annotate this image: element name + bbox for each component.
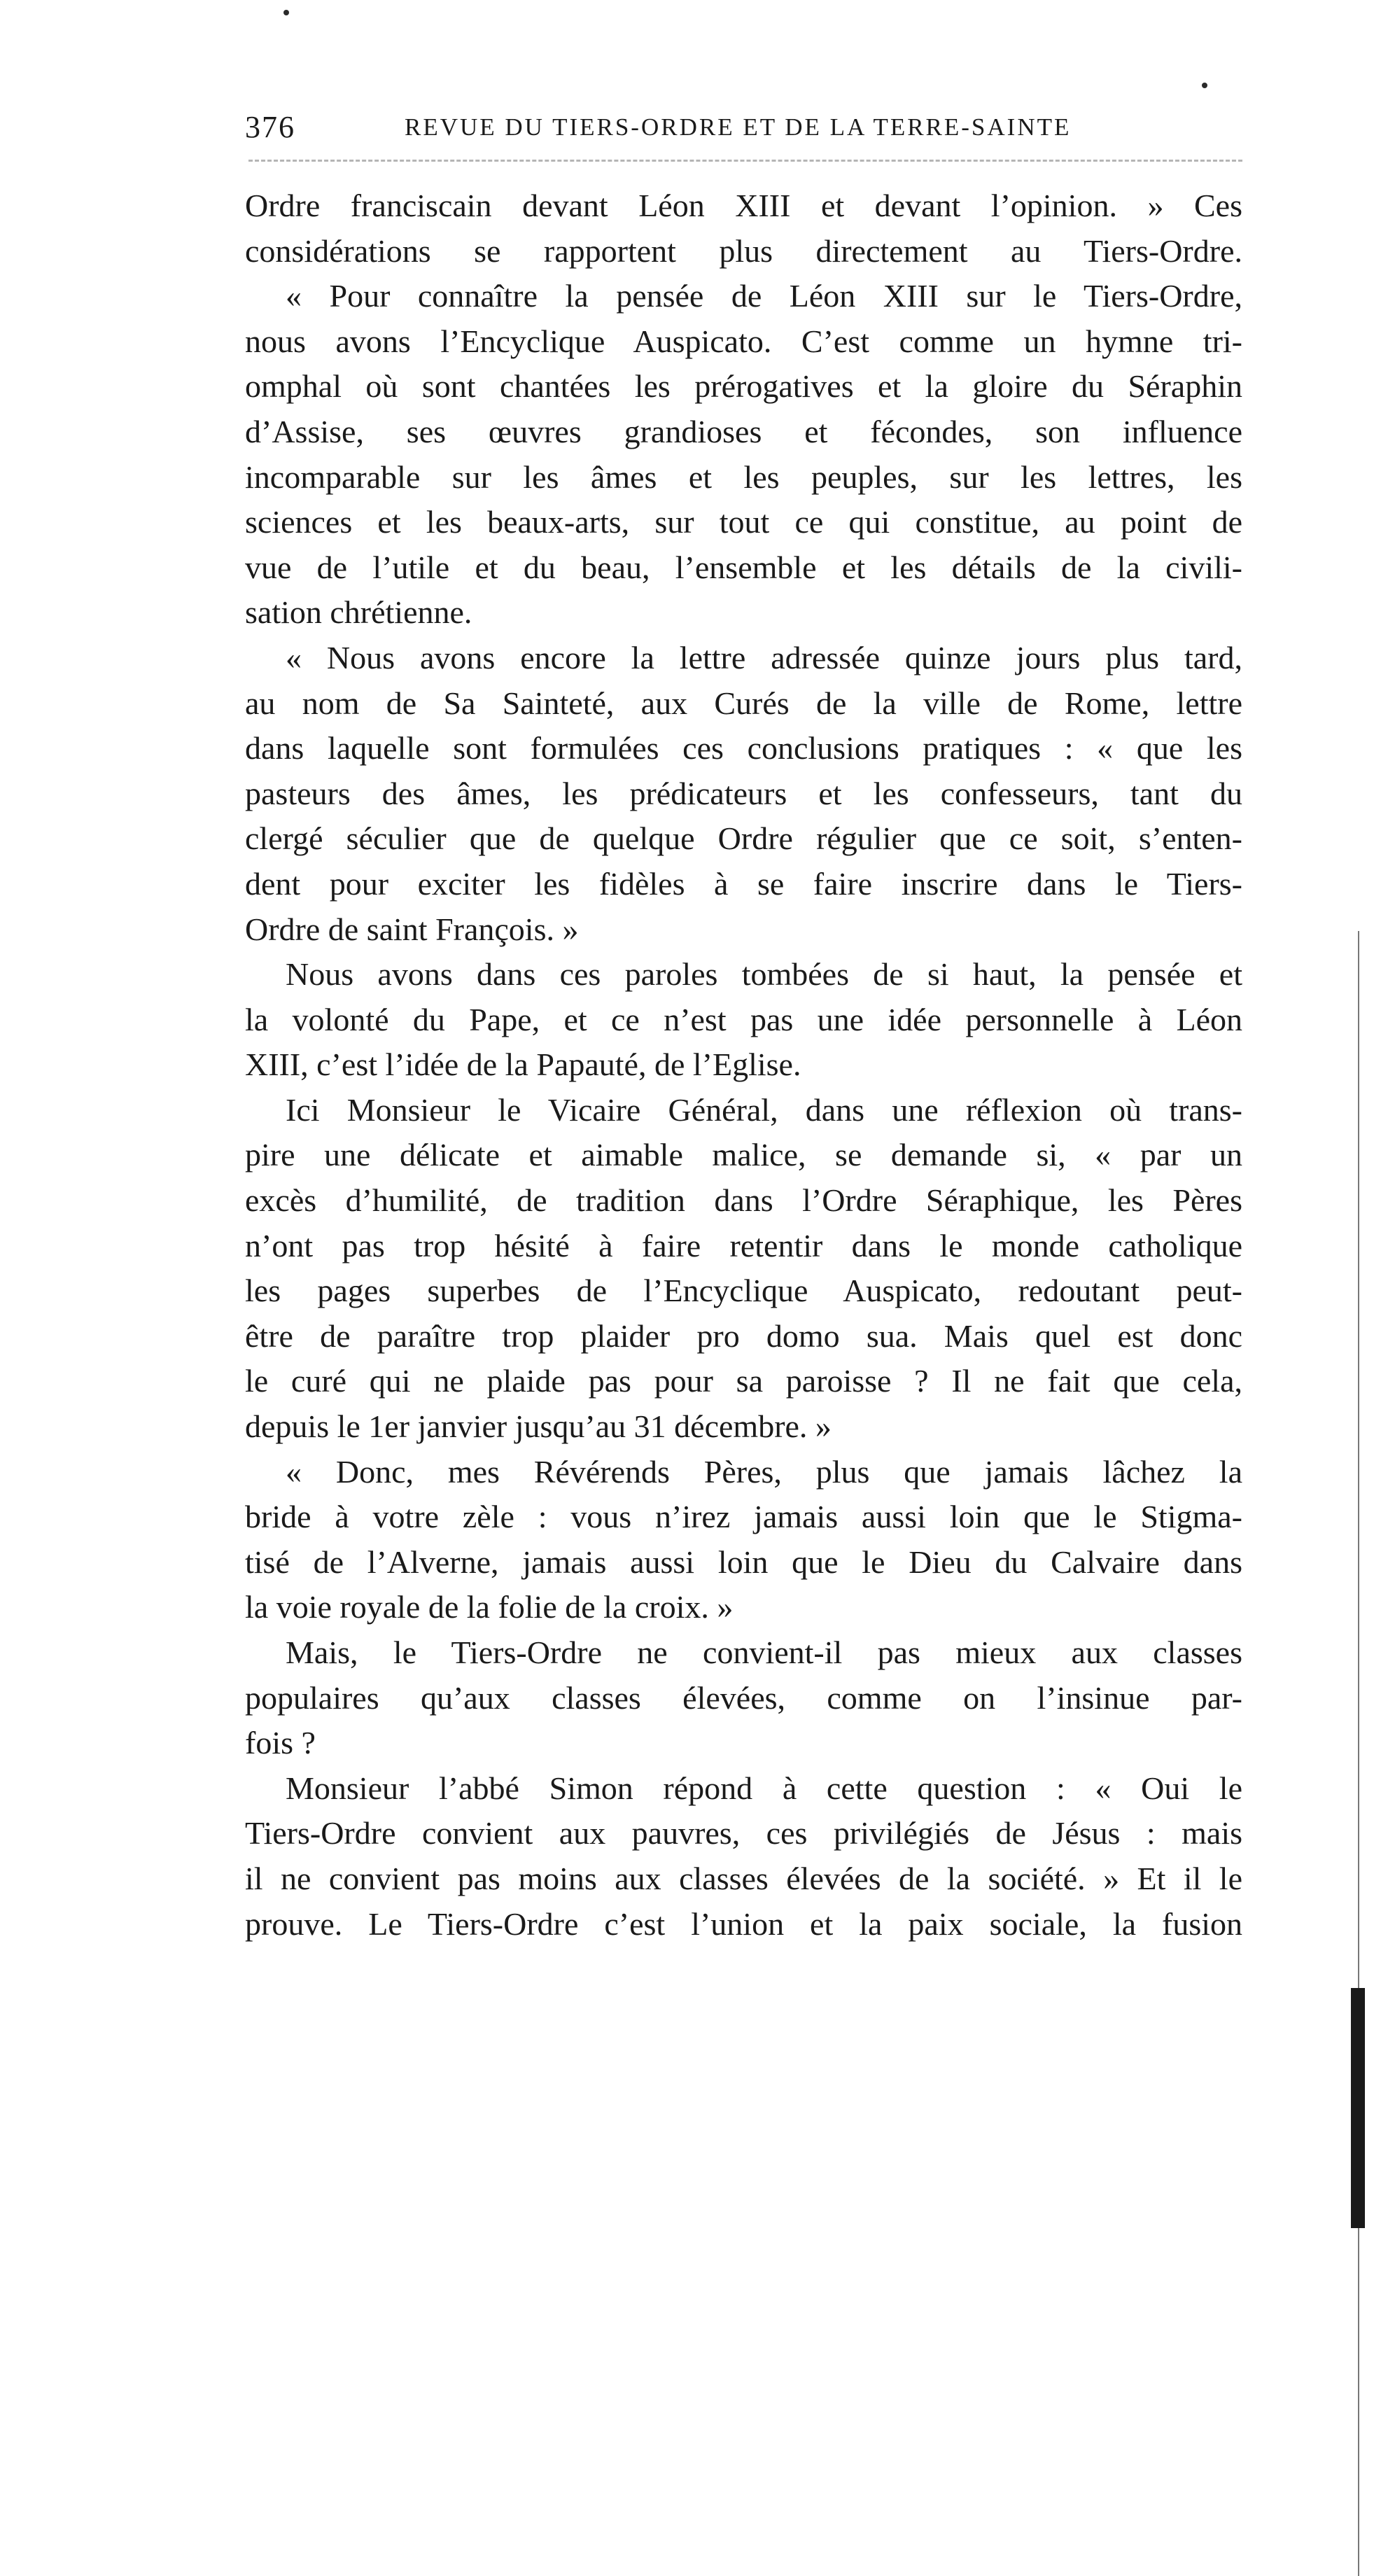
text-line: pasteurs des âmes, les prédicateurs et les confesseurs, tant du (245, 775, 1242, 811)
text-line: excès d’humilité, de tradition dans l’Ordre Séraphique, les Pères (245, 1182, 1242, 1219)
text-line: dans laquelle sont formulées ces conclusions pratiques : « que les (245, 730, 1242, 766)
text-line: sation chrétienne. (245, 594, 472, 631)
header-rule (248, 160, 1242, 162)
text-line: la volonté du Pape, et ce n’est pas une idée personnelle à Léon (245, 1001, 1242, 1037)
text-line: prouve. Le Tiers-Ordre c’est l’union et la paix sociale, la fusion (245, 1905, 1242, 1942)
text-line: considérations se rapportent plus directement au Tiers-Ordre. (245, 232, 1242, 269)
text-line: Ordre de saint François. » (245, 911, 579, 947)
running-head (245, 109, 1246, 151)
text-line: il ne convient pas moins aux classes élevées de la société. » Et il le (245, 1860, 1242, 1896)
text-line: être de paraître trop plaider pro domo sua. Mais quel est donc (245, 1317, 1242, 1354)
page-number: 376 (245, 110, 295, 144)
text-line: d’Assise, ses œuvres grandioses et fécondes, son influence (245, 413, 1242, 449)
text-line: « Donc, mes Révérends Pères, plus que jamais lâchez la (286, 1453, 1242, 1490)
text-line: populaires qu’aux classes élevées, comme on l’insinue par- (245, 1679, 1242, 1716)
text-line: « Pour connaître la pensée de Léon XIII sur le Tiers-Ordre, (286, 278, 1242, 314)
text-line: Ordre franciscain devant Léon XIII et devant l’opinion. » Ces (245, 188, 1242, 223)
text-line: bride à votre zèle : vous n’irez jamais aussi loin que le Stigma- (245, 1499, 1242, 1535)
text-line: le curé qui ne plaide pas pour sa paroisse ? Il ne fait que cela, (245, 1363, 1242, 1399)
text-line: les pages superbes de l’Encyclique Auspicato, redoutant peut- (245, 1273, 1242, 1309)
text-line: depuis le 1er janvier jusqu’au 31 décembre. » (245, 1408, 832, 1445)
text-line: incomparable sur les âmes et les peuples, sur les lettres, les (245, 458, 1242, 495)
text-line: XIII, c’est l’idée de la Papauté, de l’Eglise. (245, 1046, 801, 1083)
scan-speck (1202, 83, 1207, 88)
text-line: dent pour exciter les fidèles à se faire inscrire dans le Tiers- (245, 865, 1242, 902)
scan-edge-shadow (1351, 1988, 1365, 2228)
text-line: au nom de Sa Sainteté, aux Curés de la ville de Rome, lettre (245, 685, 1242, 721)
text-line: tisé de l’Alverne, jamais aussi loin que le Dieu du Calvaire dans (245, 1544, 1242, 1580)
scan-speck (283, 10, 289, 15)
text-line: n’ont pas trop hésité à faire retentir dans le monde catholique (245, 1227, 1242, 1264)
text-line: Tiers-Ordre convient aux pauvres, ces privilégiés de Jésus : mais (245, 1815, 1242, 1851)
text-line: pire une délicate et aimable malice, se demande si, « par un (245, 1137, 1242, 1173)
text-line: Ici Monsieur le Vicaire Général, dans une réflexion où trans- (286, 1091, 1242, 1128)
scan-edge-line (1358, 931, 1359, 2576)
text-line: Monsieur l’abbé Simon répond à cette question : « Oui le (286, 1770, 1242, 1806)
text-line: omphal où sont chantées les prérogatives et la gloire du Séraphin (245, 368, 1242, 405)
body-text (245, 183, 1242, 1947)
text-line: « Nous avons encore la lettre adressée quinze jours plus tard, (286, 639, 1242, 676)
text-line: Mais, le Tiers-Ordre ne convient-il pas mieux aux classes (286, 1634, 1242, 1670)
text-line: clergé séculier que de quelque Ordre régulier que ce soit, s’enten- (245, 820, 1242, 857)
text-line: la voie royale de la folie de la croix. » (245, 1589, 734, 1625)
text-line: nous avons l’Encyclique Auspicato. C’est comme un hymne tri- (245, 323, 1242, 359)
running-title: REVUE DU TIERS-ORDRE ET DE LA TERRE-SAINTE (405, 113, 1072, 141)
text-line: vue de l’utile et du beau, l’ensemble et les détails de la civili- (245, 549, 1242, 585)
text-line: Nous avons dans ces paroles tombées de si haut, la pensée et (286, 956, 1242, 993)
text-line: sciences et les beaux-arts, sur tout ce qui constitue, au point de (245, 504, 1242, 540)
text-line: fois ? (245, 1725, 316, 1761)
